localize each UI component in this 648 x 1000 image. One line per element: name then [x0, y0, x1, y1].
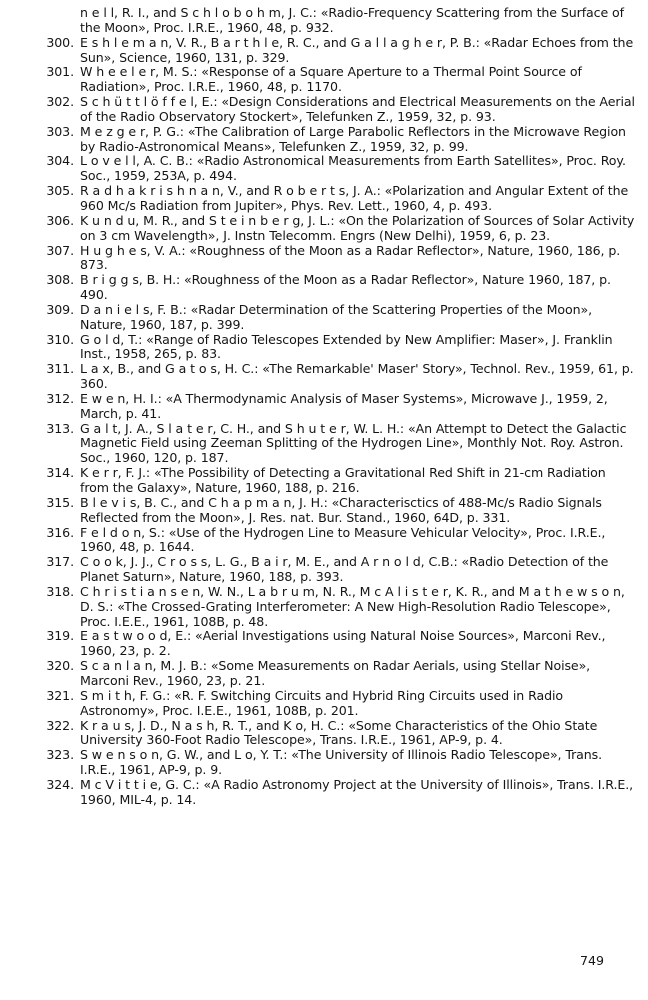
reference-number: 321. — [46, 687, 74, 703]
reference-number: 307. — [46, 242, 74, 258]
reference-number: 301. — [46, 64, 74, 80]
reference-text: H u g h e s, V. A.: «Roughness of the Moon as a Radar Reflector», Nature, 1960, 186, p. 873. — [80, 242, 621, 273]
reference-number: 317. — [46, 554, 74, 570]
reference-text: S w e n s o n, G. W., and L o, Y. T.: «The University of Illinois Radio Telescope», Trans. I.R.E., 1961, AP-9, p. 9. — [80, 747, 603, 778]
reference-text: E s h l e m a n, V. R., B a r t h l e, R. C., and G a l l a g h e r, P. B.: «Radar Echoes from the Sun», Science, 1960, 131, p. 329. — [80, 34, 634, 65]
reference-text: F e l d o n, S.: «Use of the Hydrogen Line to Measure Vehicular Velocity», Proc. I.R.E., 1960, 48, p. 1644. — [80, 524, 606, 555]
reference-text: B l e v i s, B. C., and C h a p m a n, J. H.: «Characterisctics of 488-Mc/s Radio Signals Reflected from the Moon», J. Res. nat. Bur. Stand., 1960, 64D, p. 331. — [80, 494, 602, 525]
reference-number: 300. — [46, 34, 74, 50]
reference-item — [36, 184, 636, 214]
reference-text: S m i t h, F. G.: «R. F. Switching Circuits and Hybrid Ring Circuits used in Radio Astronomy», Proc. I.E.E., 1961, 108B, p. 201. — [80, 687, 563, 718]
reference-number: 312. — [46, 390, 74, 406]
reference-text: M c V i t t i e, G. C.: «A Radio Astronomy Project at the University of Illinois», Trans. I.R.E., 1960, MIL-4, p. 14. — [80, 776, 634, 807]
reference-text: C h r i s t i a n s e n, W. N., L a b r u m, N. R., M c A l i s t e r, K. R., and M a t h e w s o n, D. S.: «The Crossed-Grating Interferometer: A New High-Resolution Radio Telescope», Proc. I.E.E., 1961, 108B, p. 48. — [80, 583, 625, 629]
reference-number: 313. — [46, 420, 74, 436]
reference-number: 314. — [46, 465, 74, 481]
reference-item — [36, 748, 636, 778]
reference-text: G a l t, J. A., S l a t e r, C. H., and S h u t e r, W. L. H.: «An Attempt to Detect the Galactic Magnetic Field using Zeeman Splitting of the Hydrogen Line», Monthly Not. Roy. Astron. Soc., 1960, 120, p. 187. — [80, 420, 627, 466]
reference-item — [36, 154, 636, 184]
reference-number: 320. — [46, 658, 74, 674]
reference-number: 306. — [46, 212, 74, 228]
reference-item — [36, 778, 636, 808]
reference-item — [36, 273, 636, 303]
reference-number: 303. — [46, 123, 74, 139]
reference-text: G o l d, T.: «Range of Radio Telescopes Extended by New Amplifier: Maser», J. Franklin Inst., 1958, 265, p. 83. — [80, 331, 613, 362]
reference-item — [36, 214, 636, 244]
reference-text: E a s t w o o d, E.: «Aerial Investigations using Natural Noise Sources», Marconi Rev., 1960, 23, p. 2. — [80, 628, 606, 659]
reference-text: S c a n l a n, M. J. B.: «Some Measurements on Radar Aerials, using Stellar Noise», Marconi Rev., 1960, 23, p. 21. — [80, 658, 591, 688]
reference-number: 319. — [46, 628, 74, 644]
reference-number: 316. — [46, 524, 74, 540]
reference-item — [36, 526, 636, 556]
reference-item — [36, 629, 636, 659]
reference-item — [36, 125, 636, 155]
continued-reference: n e l l, R. I., and S c h l o b o h m, J. C.: «Radio-Frequency Scattering from the Surface of the Moon», Proc. I.R.E., 1960, 48, p. 932. — [80, 5, 624, 35]
reference-text: K u n d u, M. R., and S t e i n b e r g, J. L.: «On the Polarization of Sources of Solar Activity on 3 cm Wavelength», J. Instn Telecomm. Engrs (New Delhi), 1959, 6, p. 23. — [80, 212, 635, 243]
reference-number: 305. — [46, 183, 74, 199]
reference-text: R a d h a k r i s h n a n, V., and R o b e r t s, J. A.: «Polarization and Angular Extent of the 960 Mc/s Radiation from Jupiter», Phys. Rev. Lett., 1960, 4, p. 493. — [80, 183, 629, 213]
reference-item — [36, 333, 636, 363]
reference-number: 311. — [46, 361, 74, 377]
reference-item — [36, 362, 636, 392]
reference-text: L a x, B., and G a t o s, H. C.: «The Remarkable' Maser' Story», Technol. Rev., 1959, 61, p. 360. — [80, 361, 634, 392]
reference-number: 318. — [46, 583, 74, 599]
reference-text: K r a u s, J. D., N a s h, R. T., and K o, H. C.: «Some Characteristics of the Ohio State University 360-Foot Radio Telescope», Trans. I.R.E., 1961, AP-9, p. 4. — [80, 717, 598, 748]
reference-item — [36, 422, 636, 467]
reference-number: 323. — [46, 747, 74, 763]
reference-item — [36, 719, 636, 749]
reference-text: L o v e l l, A. C. B.: «Radio Astronomical Measurements from Earth Satellites», Proc. Roy. Soc., 1959, 253A, p. 494. — [80, 153, 626, 184]
reference-number: 302. — [46, 94, 74, 110]
reference-number: 322. — [46, 717, 74, 733]
reference-number: 315. — [46, 494, 74, 510]
reference-text: B r i g g s, B. H.: «Roughness of the Moon as a Radar Reflector», Nature 1960, 187, p. 490. — [80, 272, 611, 303]
reference-item — [36, 555, 636, 585]
reference-item — [36, 95, 636, 125]
reference-text: K e r r, F. J.: «The Possibility of Detecting a Gravitational Red Shift in 21-cm Radiation from the Galaxy», Nature, 1960, 188, p. 216. — [80, 465, 606, 495]
reference-number: 308. — [46, 272, 74, 288]
reference-text: S c h ü t t l ö f f e l, E.: «Design Considerations and Electrical Measurements on the Aerial of the Radio Observatory Stockert», Telefunken Z., 1959, 32, p. 93. — [80, 94, 635, 124]
reference-item — [36, 244, 636, 274]
reference-item — [36, 585, 636, 630]
reference-item — [36, 496, 636, 526]
page-number: 749 — [580, 953, 605, 968]
reference-item — [36, 659, 636, 689]
reference-item — [36, 689, 636, 719]
reference-item — [36, 303, 636, 333]
reference-item — [36, 36, 636, 66]
reference-text: C o o k, J. J., C r o s s, L. G., B a i r, M. E., and A r n o l d, C.B.: «Radio Detection of the Planet Saturn», Nature, 1960, 188, p. 393. — [80, 554, 609, 585]
reference-item — [36, 392, 636, 422]
reference-text: E w e n, H. I.: «A Thermodynamic Analysis of Maser Systems», Microwave J., 1959, 2, March, p. 41. — [80, 390, 608, 421]
reference-number: 324. — [46, 776, 74, 792]
reference-text: W h e e l e r, M. S.: «Response of a Square Aperture to a Thermal Point Source of Radiation», Proc. I.R.E., 1960, 48, p. 1170. — [80, 64, 582, 95]
reference-item — [36, 65, 636, 95]
reference-number: 310. — [46, 331, 74, 347]
reference-number: 304. — [46, 153, 74, 169]
reference-text: D a n i e l s, F. B.: «Radar Determination of the Scattering Properties of the Moon», Nature, 1960, 187, p. 399. — [80, 301, 592, 332]
reference-number: 309. — [46, 301, 74, 317]
reference-item — [36, 466, 636, 496]
reference-list — [36, 6, 636, 808]
reference-text: M e z g e r, P. G.: «The Calibration of Large Parabolic Reflectors in the Microwave Region by Radio-Astronomical Means», Telefunken Z., 1959, 32, p. 99. — [80, 123, 626, 154]
